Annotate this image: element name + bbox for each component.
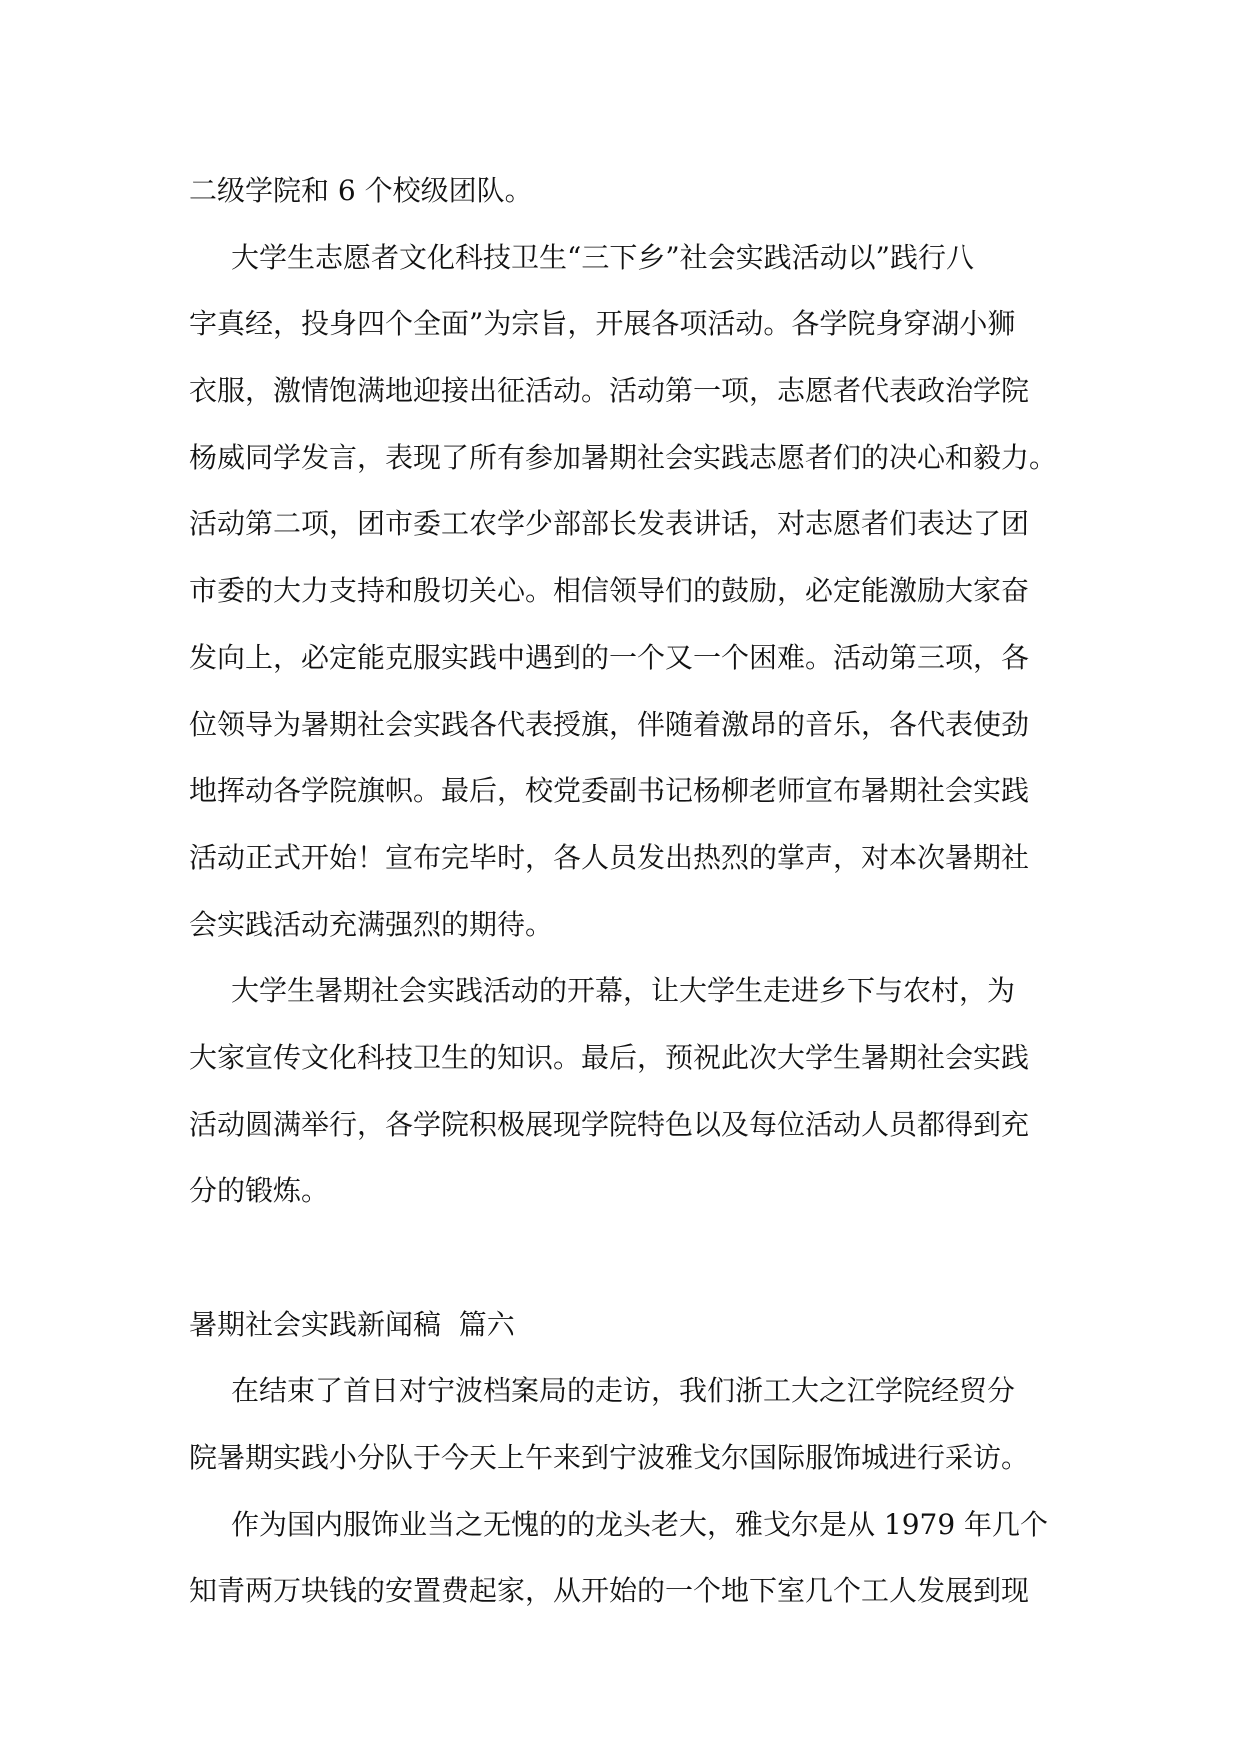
paragraph-line: 市委的大力支持和殷切关心。相信领导们的鼓励，必定能激励大家奋 [189, 574, 1030, 608]
paragraph-line: 院暑期实践小分队于今天上午来到宁波雅戈尔国际服饰城进行采访。 [189, 1441, 1030, 1475]
paragraph-line: 位领导为暑期社会实践各代表授旗，伴随着激昂的音乐，各代表使劲 [189, 707, 1030, 741]
paragraph-line: 大家宣传文化科技卫生的知识。最后，预祝此次大学生暑期社会实践 [189, 1040, 1030, 1074]
paragraph-line: 字真经，投身四个全面”为宗旨，开展各项活动。各学院身穿湖小狮 [189, 307, 1016, 341]
paragraph-line: 活动第二项，团市委工农学少部部长发表讲话，对志愿者们表达了团 [189, 507, 1030, 541]
paragraph-line: 知青两万块钱的安置费起家，从开始的一个地下室几个工人发展到现 [189, 1574, 1030, 1608]
blank-line [189, 1225, 1057, 1292]
paragraph-line: 地挥动各学院旗帜。最后，校党委副书记杨柳老师宣布暑期社会实践 [189, 774, 1030, 808]
document-body [189, 158, 1057, 1625]
paragraph-line: 二级学院和 6 个校级团队。 [189, 174, 533, 207]
paragraph-line: 杨威同学发言，表现了所有参加暑期社会实践志愿者们的决心和毅力。 [189, 440, 1058, 474]
paragraph-line: 大学生志愿者文化科技卫生“三下乡”社会实践活动以”践行八 [231, 240, 974, 274]
paragraph-line: 会实践活动充满强烈的期待。 [189, 907, 554, 941]
section-heading: 暑期社会实践新闻稿 篇六 [189, 1307, 515, 1341]
paragraph-line: 大学生暑期社会实践活动的开幕，让大学生走进乡下与农村，为 [231, 974, 1016, 1008]
paragraph-line: 衣服，激情饱满地迎接出征活动。活动第一项，志愿者代表政治学院 [189, 374, 1030, 408]
paragraph-line: 发向上，必定能克服实践中遇到的一个又一个困难。活动第三项，各 [189, 640, 1030, 674]
paragraph-line: 在结束了首日对宁波档案局的走访，我们浙工大之江学院经贸分 [231, 1374, 1016, 1408]
paragraph-line: 分的锻炼。 [189, 1174, 330, 1208]
paragraph-line: 活动圆满举行，各学院积极展现学院特色以及每位活动人员都得到充 [189, 1107, 1030, 1141]
paragraph-line: 活动正式开始！宣布完毕时，各人员发出热烈的掌声，对本次暑期社 [189, 840, 1030, 874]
paragraph-line: 作为国内服饰业当之无愧的的龙头老大，雅戈尔是从 1979 年几个 [231, 1507, 1049, 1541]
